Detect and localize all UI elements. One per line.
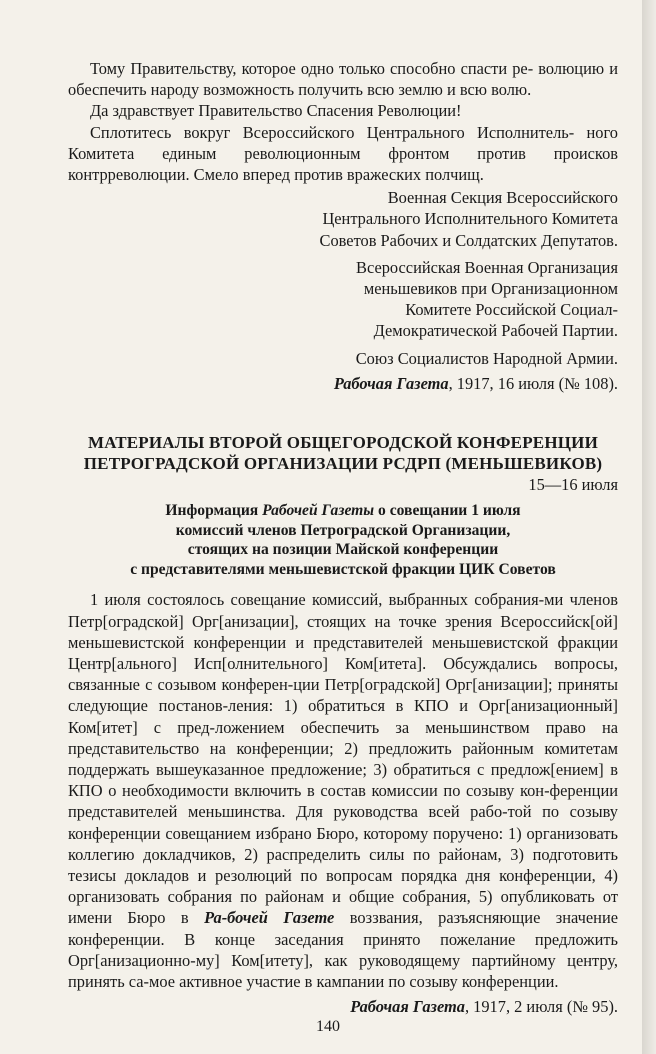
page-number: 140 — [316, 1018, 340, 1035]
appeal-paragraph: Сплотитесь вокруг Всероссийского Центрального Исполнитель- ного Комитета единым революционным фронтом против происков контрреволюции. Смело вперед против вражеских полчищ. — [68, 122, 618, 185]
signature-military-organization: Всероссийская Военная Организация меньшевиков при Организационном Комитете Российской Социал- Демократической Рабочей Партии. — [356, 257, 618, 341]
signature-military-section: Военная Секция Всероссийского Центрального Исполнительного Комитета Советов Рабочих и Солдатских Депутатов. — [319, 188, 618, 250]
section-heading: МАТЕРИАЛЫ ВТОРОЙ ОБЩЕГОРОДСКОЙ КОНФЕРЕНЦИИ ПЕТРОГРАДСКОЙ ОРГАНИЗАЦИИ РСДРП (МЕНЬШЕВИКОВ) — [83, 433, 603, 474]
source-citation-1: Рабочая Газета, 1917, 16 июля (№ 108). — [333, 373, 618, 393]
source-paper-name: Рабочая Газета — [350, 997, 465, 1017]
section-dates: 15—16 июля — [528, 475, 618, 495]
intro-paragraph: Тому Правительству, которое одно только способно спасти ре- волюцию и обеспечить народу возможность получить всю землю и всю волю. — [68, 59, 618, 100]
page-edge-shadow — [642, 0, 656, 1054]
signature-union: Союз Социалистов Народной Армии. — [355, 348, 618, 368]
source-paper-name: Рабочая Газета — [333, 373, 449, 393]
body-paragraph: 1 июля состоялось совещание комиссий, выбранных собрания-ми членов Петр[оградской] Орг[анизации], стоящих на точке зрения Всероссийск[ой] меньшевистской конференции и представителей меньшевистской фракции Центр[ального] Исп[олнительного] Ком[итета]. Обсуждались вопросы, связанные с созывом конферен-ции Петр[оградской] Орг[анизации]; приняты следующие постанов-ления: 1) обратиться в КПО и Орг[анизационный] Ком[итет] с пред-ложением обеспечить за меньшинством право на представительство на конференции; 2) предложить районным комитетам поддержать вышеуказанное предложение; 3) обратиться с предлож[ением] в КПО о необходимости включить в состав комиссии по созыву кон-ференции представителей меньшинства. Для руководства всей рабо-той по созыву конференции совещанием избрано Бюро, которому поручено: 1) организовать коллегию докладчиков, 2) распределить силы по районам, 3) подготовить тезисы докладов и резолюций по вопросам порядка дня конференции, 4) организовать собрания по районам и общие собрания, 5) опубликовать от имени Бюро в Ра-бочей Газете воззвания, разъясняющие значение конференции. В конце заседания принято пожелание предложить Орг[анизационно-му] Ком[итету], как руководящему партийному центру, принять са-мое активное участие в кампании по созыву конференции. — [68, 590, 619, 992]
document-subheading: Информация Рабочей Газеты о совещании 1 июля комиссий членов Петроградской Организации, стоящих на позиции Майской конференции с представителями меньшевистской фракции ЦИК Советов — [130, 502, 556, 578]
source-citation-2: Рабочая Газета, 1917, 2 июля (№ 95). — [350, 997, 618, 1017]
slogan: Да здравствует Правительство Спасения Революции! — [90, 101, 462, 121]
body-paper-name: Ра-бочей Газете — [204, 908, 335, 928]
